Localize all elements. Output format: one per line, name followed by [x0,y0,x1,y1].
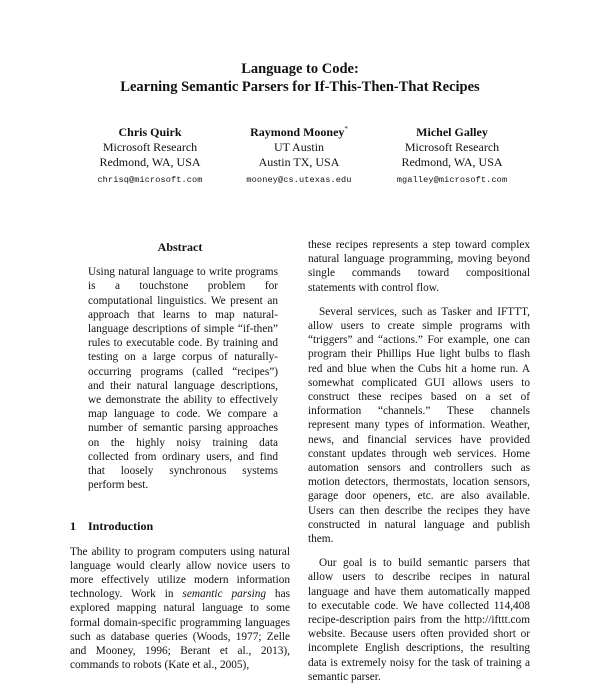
title-line-2: Learning Semantic Parsers for If-This-Then-That Recipes [120,79,480,95]
author-name: Raymond Mooney* [250,125,348,139]
author-name: Michel Galley [416,125,488,139]
section-number: 1 [70,519,76,534]
author-email: mgalley@microsoft.com [396,175,508,185]
body-paragraph-services: Several services, such as Tasker and IFTTT, allow users to create simple programs with “triggers” and “actions.” For example, one can program their Phillips Hue light bulbs to flash red and blue when the Cubs hit a home run. A somewhat complicated GUI allows users to construct these recipes based on a set of information “channels.” These channels represent many types of information. Weather, news, and financial services have provided constant updates through web services. Home automation sensors and controllers such as motion detectors, thermostats, location sensors, garage door openers, etc. are also available. Users can then describe the recipes they have constructed in natural language and publish them. [308,305,530,546]
intro-paragraph-1: The ability to program computers using natural language would clearly allow novice users to more effectively utilize modern information technology. Work in semantic parsing has explored mapping natural language to some formal domain-specific programming languages such as database queries (Woods, 1977; Zelle and Mooney, 1996; Berant et al., 2013), commands to robots (Kate et al., 2005), [70,545,290,672]
right-column [308,238,530,684]
author-email: chrisq@microsoft.com [97,175,203,185]
author-email: mooney@cs.utexas.edu [246,175,352,185]
author-block-quirk [65,122,235,188]
author-location: Austin TX, USA [258,155,340,169]
author-block-mooney [214,122,384,188]
author-affiliation: UT Austin [273,140,325,154]
section-heading-introduction [70,519,290,533]
paper-title [0,60,600,96]
author-affiliation: Microsoft Research [102,140,198,154]
author-name: Chris Quirk [118,125,182,139]
emphasis-semantic-parsing: semantic parsing [182,588,267,601]
abstract-heading: Abstract [157,240,203,254]
author-footnote-mark: * [344,125,348,133]
author-location: Redmond, WA, USA [99,155,201,169]
left-column [70,238,290,672]
body-paragraph-goal: Our goal is to build semantic parsers that allow users to describe recipes in natural language and have them automatically mapped to executable code. We have collected 114,408 recipe-description pairs from the http://ifttt.com website. Because users often provided short or incomplete English descriptions, the resulting data is extremely noisy for the task of training a semantic parser. [308,557,530,683]
section-title: Introduction [88,519,154,534]
abstract-text: Using natural language to write programs is a touchstone problem for computational linguistics. We present an approach that learns to map natural-language descriptions of simple “if-then” rules to executable code. By training and testing on a large corpus of naturally-occurring programs (called “recipes”) and their natural language descriptions, we demonstrate the ability to effectively map language to code. We compare a number of semantic parsing approaches on the highly noisy training data collected from ordinary users, and find that loosely synchronous systems perform best. [88,266,278,492]
author-affiliation: Microsoft Research [404,140,500,154]
author-location: Redmond, WA, USA [401,155,503,169]
body-paragraph-continued: these recipes represents a step toward complex natural language programming, moving beyond single commands toward compositional statements with control flow. [308,239,530,294]
author-block-galley [367,122,537,188]
title-line-1: Language to Code: [241,61,359,77]
